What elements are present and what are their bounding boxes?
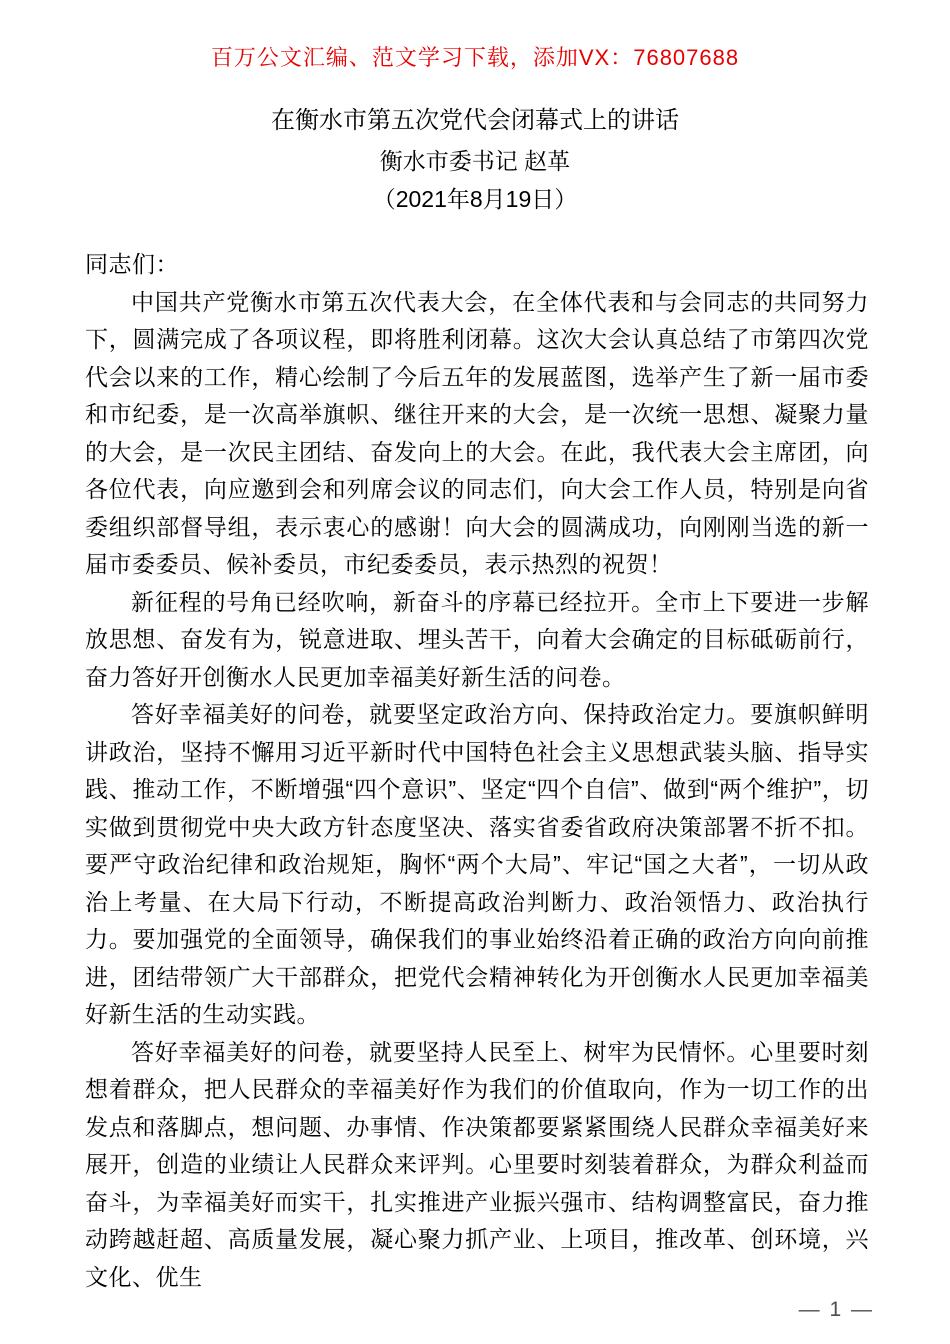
watermark-banner: 百万公文汇编、范文学习下载，添加VX：76807688 — [210, 45, 740, 70]
body-paragraph-4: 答好幸福美好的问卷，就要坚持人民至上、树牢为民情怀。心里要时刻想着群众，把人民群众的幸福美好作为我们的价值取向，作为一切工作的出发点和落脚点，想问题、办事情、作决策都要紧紧围绕人民群众幸福美好来展开，创造的业绩让人民群众来评判。心里要时刻装着群众，为群众利益而奋斗，为幸福美好而实干，扎实推进产业振兴强市、结构调整富民，奋力推动跨越赶超、高质量发展，凝心聚力抓产业、上项目，推改革、创环境，兴文化、优生 — [85, 1038, 869, 1290]
document-author: 衡水市委书记 赵革 — [379, 148, 571, 174]
document-title: 在衡水市第五次党代会闭幕式上的讲话 — [271, 107, 679, 134]
salutation-line: 同志们： — [85, 251, 179, 277]
body-paragraph-1: 中国共产党衡水市第五次代表大会，在全体代表和与会同志的共同努力下，圆满完成了各项议程，即将胜利闭幕。这次大会认真总结了市第四次党代会以来的工作，精心绘制了今后五年的发展蓝图，选举产生了新一届市委和市纪委，是一次高举旗帜、继往开来的大会，是一次统一思想、凝聚力量的大会，是一次民主团结、奋发向上的大会。在此，我代表大会主席团，向各位代表，向应邀到会和列席会议的同志们，向大会工作人员，特别是向省委组织部督导组，表示衷心的感谢！向大会的圆满成功，向刚刚当选的新一届市委委员、候补委员，市纪委委员，表示热烈的祝贺！ — [85, 288, 869, 577]
page-number: — 1 — — [798, 1298, 874, 1321]
body-paragraph-2: 新征程的号角已经吹响，新奋斗的序幕已经拉开。全市上下要进一步解放思想、奋发有为，锐意进取、埋头苦干，向着大会确定的目标砥砺前行，奋力答好开创衡水人民更加幸福美好新生活的问卷。 — [85, 588, 869, 690]
body-paragraph-3: 答好幸福美好的问卷，就要坚定政治方向、保持政治定力。要旗帜鲜明讲政治，坚持不懈用习近平新时代中国特色社会主义思想武装头脑、指导实践、推动工作，不断增强“四个意识”、坚定“四个自信”、做到“两个维护”，切实做到贯彻党中央大政方针态度坚决、落实省委省政府决策部署不折不扣。要严守政治纪律和政治规矩，胸怀“两个大局”、牢记“国之大者”，一切从政治上考量、在大局下行动，不断提高政治判断力、政治领悟力、政治执行力。要加强党的全面领导，确保我们的事业始终沿着正确的政治方向向前推进，团结带领广大干部群众，把党代会精神转化为开创衡水人民更加幸福美好新生活的生动实践。 — [85, 701, 869, 1027]
document-body — [85, 246, 869, 1296]
document-date: （2021年8月19日） — [372, 186, 578, 212]
